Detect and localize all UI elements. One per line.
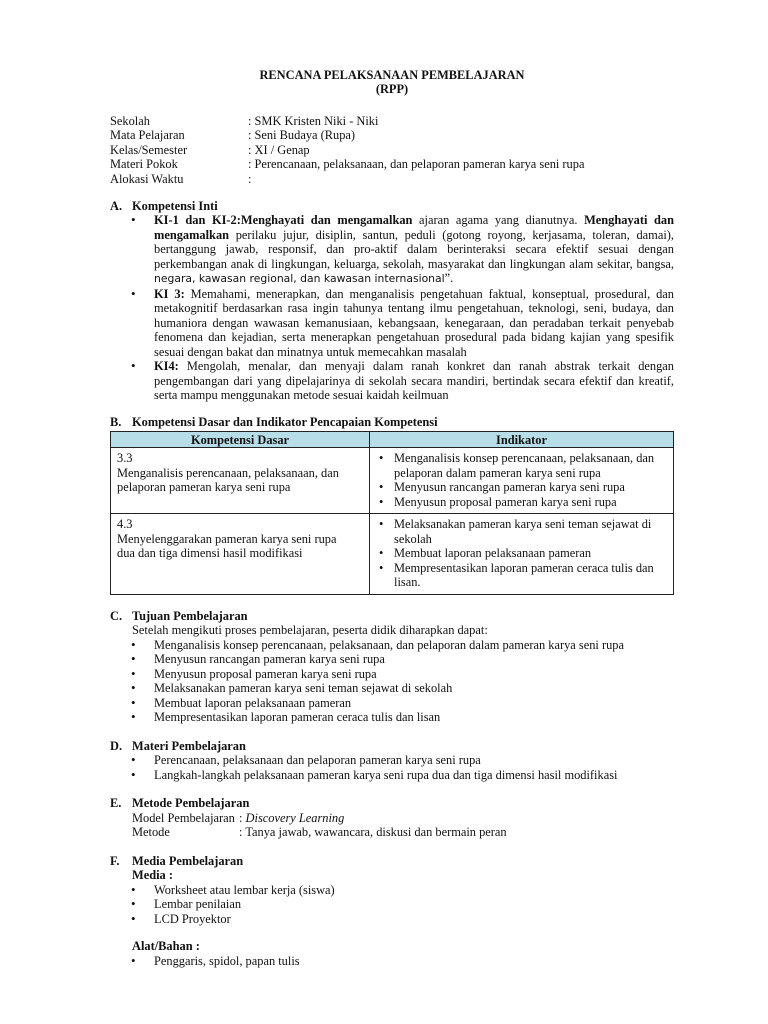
ki-text: Memahami, menerapkan, dan menganalisis pengetahuan faktual, konseptual, prosedural, dan metakognitif berdasarkan rasa ingin tahunya tentang ilmu pengetahuan, teknologi, seni, budaya, dan humaniora dengan wawasan kemanusiaan, kebangsaan, kenegaraan, dan peradaban terkait penyebab fenomena dan kejadian, serta menerapkan pengetahuan prosedural pada bidang kajian yang spesifik sesuai dengan bakat dan minatnya untuk memecahkan masalah — [154, 286, 674, 359]
kd-table-header — [111, 432, 674, 448]
section-title: Kompetensi Dasar dan Indikator Pencapaian Kompetensi — [132, 414, 438, 429]
ki-item-3 — [110, 287, 674, 360]
list-item: • Menyusun proposal pameran karya seni rupa — [110, 667, 674, 682]
list-item: • Perencanaan, pelaksanaan dan pelaporan pameran karya seni rupa — [110, 753, 674, 768]
list-item: • Lembar penilaian — [110, 897, 674, 912]
media-list — [110, 883, 674, 927]
section-a-heading — [110, 199, 674, 214]
section-letter: B. — [110, 414, 122, 429]
section-a — [110, 199, 674, 403]
meta-block — [110, 114, 674, 186]
document-title: RENCANA PELAKSANAAN PEMBELAJARAN — [259, 68, 525, 82]
meta-value: : SMK Kristen Niki - Niki — [248, 114, 379, 128]
section-letter: A. — [110, 198, 123, 213]
indicator-item: • Menyusun rancangan pameran karya seni rupa — [376, 480, 667, 495]
section-letter: D. — [110, 738, 123, 753]
kd-column-header: Kompetensi Dasar — [111, 432, 370, 448]
kd-text: Menganalisis perencanaan, pelaksanaan, dan pelaporan pameran karya seni rupa — [117, 465, 339, 495]
ki-text-end: ”. — [444, 271, 454, 286]
list-item: • Membuat laporan pelaksanaan pameran — [110, 696, 674, 711]
kd-table — [110, 431, 674, 595]
list-item: • Menyusun rancangan pameran karya seni rupa — [110, 652, 674, 667]
meta-value: : Seni Budaya (Rupa) — [248, 128, 356, 143]
model-colon: : — [239, 810, 246, 825]
meta-label: Sekolah — [110, 114, 150, 128]
tujuan-list — [110, 638, 674, 725]
kd-cell — [111, 448, 370, 514]
section-c-heading — [110, 609, 674, 624]
section-f — [110, 854, 674, 969]
section-title: Tujuan Pembelajaran — [132, 608, 248, 623]
indicator-cell — [370, 448, 674, 514]
kd-cell — [111, 514, 370, 595]
section-title: Metode Pembelajaran — [132, 796, 250, 811]
list-item: • LCD Proyektor — [110, 912, 674, 927]
meta-value: : XI / Genap — [248, 142, 310, 157]
section-title: Media Pembelajaran — [132, 853, 244, 868]
list-item: • Langkah-langkah pelaksanaan pameran karya seni rupa dua dan tiga dimensi hasil modifikasi — [110, 768, 674, 783]
list-item: • Penggaris, spidol, papan tulis — [110, 954, 674, 969]
materi-list — [110, 753, 674, 782]
section-d — [110, 739, 674, 783]
ki-label: KI-1 dan KI-2:Menghayati dan mengamalkan — [154, 213, 413, 228]
alat-title: Alat/Bahan : — [132, 939, 200, 954]
alat-list — [110, 954, 674, 969]
model-label: Model Pembelajaran — [132, 810, 235, 825]
section-letter: E. — [110, 796, 122, 811]
indicator-item: • Mempresentasikan laporan pameran ceraca tulis dan lisan. — [376, 561, 667, 590]
indicator-column-header: Indikator — [370, 432, 674, 448]
metode-label: Metode — [132, 825, 170, 840]
ki-text: Mengolah, menalar, dan menyaji dalam ranah konkret dan ranah abstrak terkait dengan pengembangan dari yang dipelajarinya di sekolah secara mandiri, bertindak secara efektif dan kreatif, serta mampu menggunakan metode sesuai kaidah keilmuan — [154, 359, 674, 403]
meta-row-materi — [110, 157, 674, 171]
section-e — [110, 796, 674, 840]
list-item: • Menganalisis konsep perencanaan, pelaksanaan, dan pelaporan dalam pameran karya seni rupa — [110, 638, 674, 653]
indicator-item: • Membuat laporan pelaksanaan pameran — [376, 546, 667, 561]
meta-label: Kelas/Semester — [110, 142, 188, 157]
meta-row-sekolah — [110, 114, 674, 128]
ki-emphasis: Menghayati dan mengamalkan — [154, 213, 674, 242]
meta-row-alokasi — [110, 172, 674, 186]
ki-text: perilaku jujur, disiplin, santun, peduli (gotong royong, kerjasama, toleran, damai), bertanggung jawab, responsif, dan pro-aktif dalam berinteraksi secara efektif sesuai dengan perkembangan anak di lingkungan, keluarga, sekolah, masyarakat dan lingkungan alam sekitar, bangsa, — [154, 227, 674, 271]
ki-text: ajaran agama yang dianutnya. — [412, 213, 585, 228]
list-item: • Mempresentasikan laporan pameran ceraca tulis dan lisan — [110, 710, 674, 725]
metode-value: : Tanya jawab, wawancara, diskusi dan bermain peran — [239, 825, 507, 840]
section-title: Materi Pembelajaran — [132, 738, 246, 753]
indicator-item: • Menganalisis konsep perencanaan, pelaksanaan, dan pelaporan dalam pameran karya seni rupa — [376, 451, 667, 480]
indicator-item: • Menyusun proposal pameran karya seni rupa — [376, 495, 667, 510]
section-c-intro: Setelah mengikuti proses pembelajaran, peserta didik diharapkan dapat: — [132, 623, 488, 638]
indicator-item: • Melaksanakan pameran karya seni teman sejawat di sekolah — [376, 517, 667, 546]
meta-label: Materi Pokok — [110, 157, 178, 172]
model-value: Discovery Learning — [245, 810, 345, 825]
ki-label: KI4: — [154, 359, 179, 374]
section-d-heading — [110, 739, 674, 754]
ki-label: KI 3: — [154, 286, 185, 301]
list-item: • Worksheet atau lembar kerja (siswa) — [110, 883, 674, 898]
kd-number: 3.3 — [117, 451, 133, 466]
kd-text: Menyelenggarakan pameran karya seni rupa dua dan tiga dimensi hasil modifikasi — [117, 531, 337, 561]
metode-row — [110, 825, 674, 840]
meta-row-kelas — [110, 143, 674, 157]
section-b — [110, 415, 674, 595]
section-letter: C. — [110, 608, 123, 623]
model-row — [110, 811, 674, 826]
list-item: • Melaksanakan pameran karya seni teman sejawat di sekolah — [110, 681, 674, 696]
meta-value: : — [248, 171, 252, 186]
section-b-heading — [110, 415, 674, 430]
section-title: Kompetensi Inti — [132, 198, 218, 213]
document-subtitle: (RPP) — [375, 82, 409, 96]
indicator-cell — [370, 514, 674, 595]
ki-item-1-2 — [110, 213, 674, 287]
meta-row-mapel — [110, 128, 674, 142]
media-title: Media : — [132, 868, 173, 883]
section-letter: F. — [110, 853, 120, 868]
section-e-heading — [110, 796, 674, 811]
meta-label: Alokasi Waktu — [110, 171, 184, 186]
kd-number: 4.3 — [117, 517, 133, 532]
table-row — [111, 514, 674, 595]
document-page — [110, 68, 674, 968]
section-f-heading — [110, 854, 674, 869]
ki-list — [110, 213, 674, 403]
meta-label: Mata Pelajaran — [110, 128, 185, 143]
meta-value: : Perencanaan, pelaksanaan, dan pelaporan pameran karya seni rupa — [248, 157, 585, 172]
table-row — [111, 448, 674, 514]
section-c — [110, 609, 674, 725]
ki-item-4 — [110, 359, 674, 403]
ki-text-script: negara, kawasan regional, dan kawasan internasional — [154, 272, 445, 286]
